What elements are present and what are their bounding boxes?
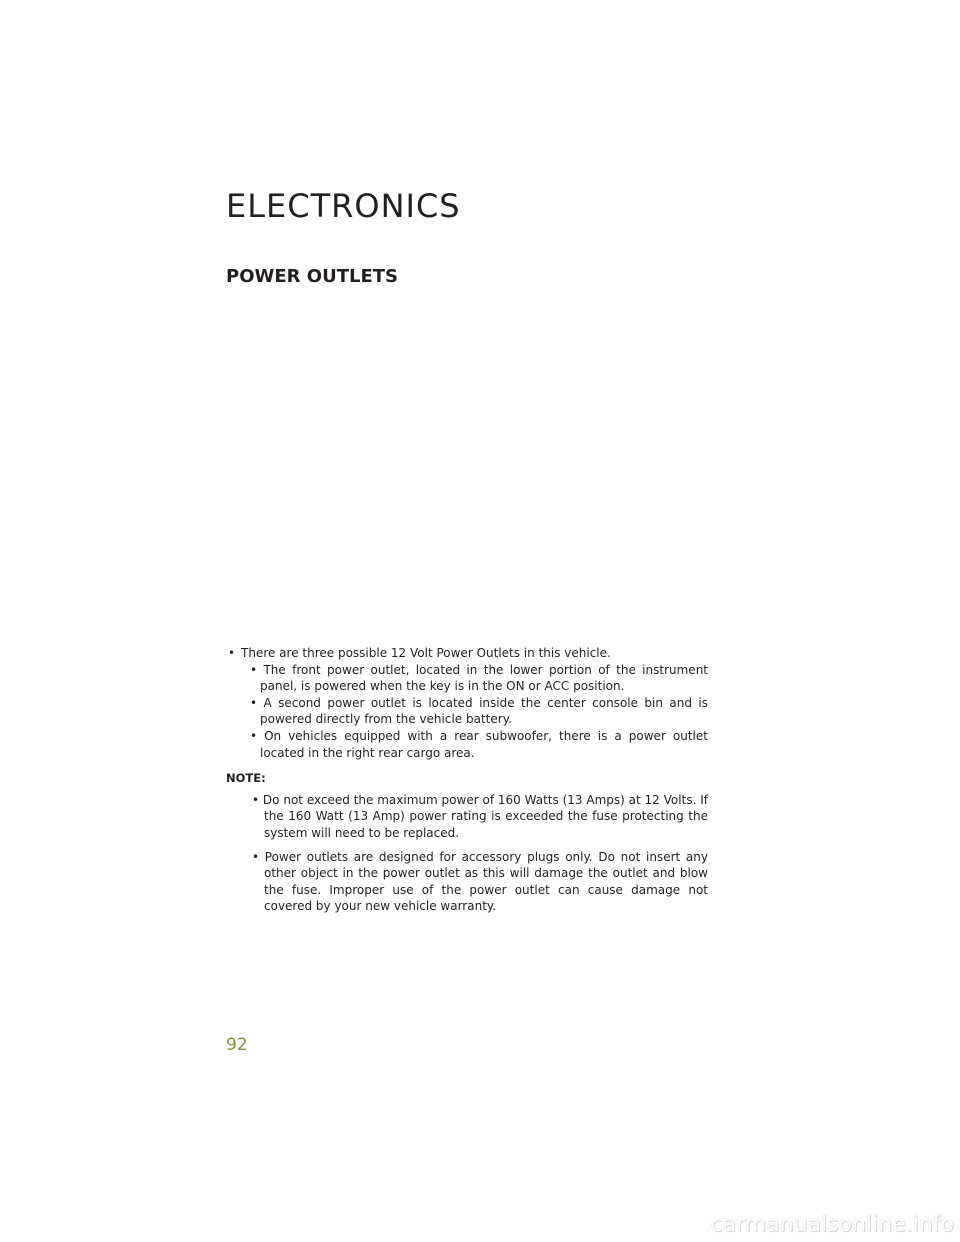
list-item: • The front power outlet, located in the lower portion of the instrument panel, is powered when the key is in the ON or ACC position. <box>250 662 708 694</box>
sub-bullet-text: The front power outlet, located in the lower portion of the instrument panel, is powered when the key is in the ON or ACC position. <box>260 662 708 694</box>
sub-bullet-text: A second power outlet is located inside the center console bin and is powered directly from the vehicle battery. <box>260 695 708 727</box>
bullet-text: There are three possible 12 Volt Power Outlets in this vehicle. <box>241 646 611 660</box>
note-text: Power outlets are designed for accessory plugs only. Do not insert any other object in the power outlet as this will damage the outlet and blow the fuse. Improper use of the power outlet can cause damage not covered by your new vehicle warranty. <box>264 849 708 914</box>
sub-bullet-list <box>250 662 708 762</box>
list-item <box>226 645 708 662</box>
list-item: • Power outlets are designed for accessory plugs only. Do not insert any other object in the power outlet as this will damage the outlet and blow the fuse. Improper use of the power outlet can cause damage not covered by your new vehicle warranty. <box>252 849 708 914</box>
page-number: 92 <box>226 1035 248 1055</box>
sub-bullet-text: On vehicles equipped with a rear subwoofer, there is a power outlet located in the right rear cargo area. <box>260 728 708 760</box>
list-item: • Do not exceed the maximum power of 160 Watts (13 Amps) at 12 Volts. If the 160 Watt (13 Amp) power rating is exceeded the fuse protecting the system will need to be replaced. <box>252 792 708 840</box>
subsection-title: POWER OUTLETS <box>226 266 398 287</box>
list-item: • On vehicles equipped with a rear subwoofer, there is a power outlet located in the right rear cargo area. <box>250 728 708 760</box>
note-list <box>252 792 708 915</box>
illustration-area <box>226 300 710 625</box>
section-title: ELECTRONICS <box>226 187 461 225</box>
body-content <box>226 645 708 915</box>
note-text: Do not exceed the maximum power of 160 Watts (13 Amps) at 12 Volts. If the 160 Watt (13 Amp) power rating is exceeded the fuse protecting the system will need to be replaced. <box>262 792 708 840</box>
note-label: NOTE: <box>226 771 266 786</box>
watermark: carmanualsonline.info <box>710 1212 954 1237</box>
bullet-icon: • <box>228 646 236 660</box>
list-item: • A second power outlet is located inside the center console bin and is powered directly from the vehicle battery. <box>250 695 708 727</box>
